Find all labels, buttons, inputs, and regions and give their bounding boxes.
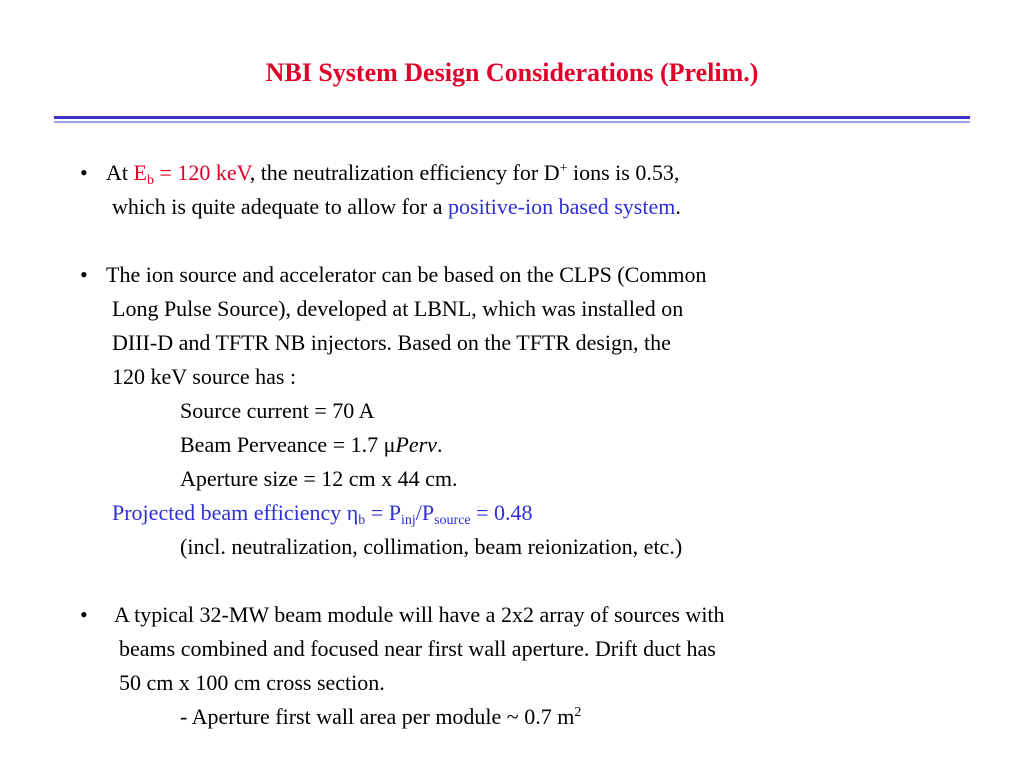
source-current: Source current = 70 A (180, 398, 375, 423)
bullet-3-line-2: beams combined and focused near first wall aperture. Drift duct has (119, 636, 716, 661)
bullet-2-line-2: Long Pulse Source), developed at LBNL, which was installed on (112, 296, 684, 321)
positive-ion-highlight: positive-ion based system (448, 194, 676, 219)
bullet-1: • (80, 160, 88, 185)
efficiency-note: (incl. neutralization, collimation, beam reionization, etc.) (180, 534, 683, 559)
bullet-2-line-3: DIII-D and TFTR NB injectors. Based on the TFTR design, the (112, 330, 671, 355)
bullet-2-line-1: The ion source and accelerator can be based on the CLPS (Common (106, 262, 707, 287)
slide-title: NBI System Design Considerations (Prelim.) (265, 58, 759, 87)
projected-beam-efficiency: Projected beam efficiency $\eta_b = P_{inj}/P_{source} = 0.48$ (112, 500, 533, 528)
bullet-2: • (80, 262, 88, 287)
bullet-1-line-2: which is quite adequate to allow for a positive-ion based system. (112, 194, 681, 219)
bullet-3-line-3: 50 cm x 100 cm cross section. (119, 670, 385, 695)
title-divider (54, 116, 970, 119)
aperture-area: - Aperture first wall area per module ~ 0.7 $m^2$ (180, 704, 582, 729)
aperture-size: Aperture size = 12 cm x 44 cm. (180, 466, 458, 491)
bullet-1-line-1: At $E_b = 120$ keV, the neutralization efficiency for D+ ions is 0.53, (106, 160, 680, 188)
beam-perveance: Beam Perveance = 1.7 μPerv. (180, 432, 443, 457)
bullet-2-line-4: 120 keV source has : (112, 364, 297, 389)
beam-energy: $E_b = 120$ keV (133, 160, 250, 188)
bullet-3: • (80, 602, 88, 627)
title-divider-shadow (54, 121, 970, 123)
bullet-3-line-1: A typical 32-MW beam module will have a 2x2 array of sources with (114, 602, 725, 627)
